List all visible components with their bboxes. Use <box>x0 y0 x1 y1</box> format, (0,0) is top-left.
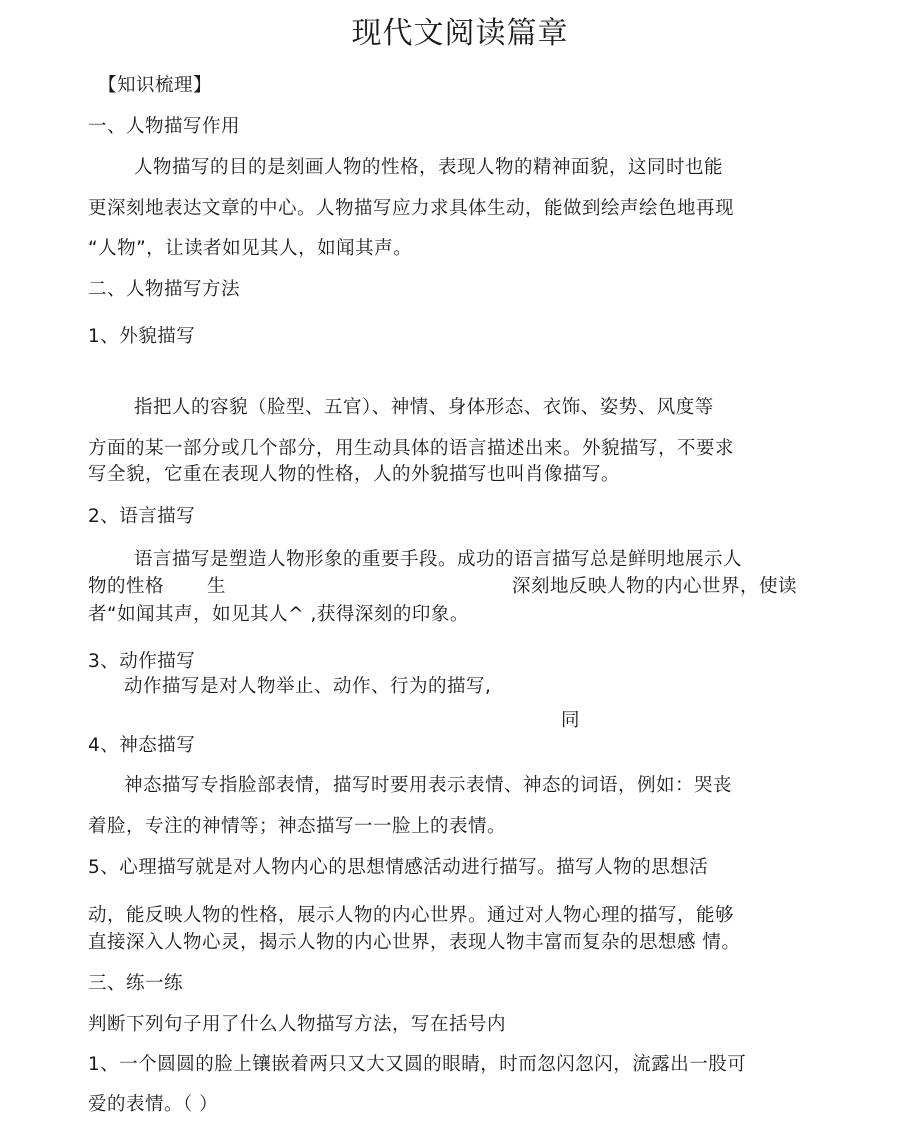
paragraph-line: 着脸，专注的神情等；神态描写一一脸上的表情。 <box>88 816 507 837</box>
paragraph-line: 语言描写是塑造人物形象的重要手段。成功的语言描写总是鲜明地展示人 <box>134 549 743 570</box>
heading-methods: 二、人物描写方法 <box>88 279 241 300</box>
paragraph-line: 动，能反映人物的性格，展示人物的内心世界。通过对人物心理的描写，能够 <box>88 905 735 926</box>
practice-instruction: 判断下列句子用了什么人物描写方法，写在括号内 <box>88 1014 507 1035</box>
practice-question: 爱的表情。（ ） <box>88 1094 219 1115</box>
subheading-action: 3、动作描写 <box>88 651 196 672</box>
subheading-speech: 2、语言描写 <box>88 506 196 527</box>
paragraph-line: “人物”，让读者如见其人，如闻其声。 <box>88 238 413 259</box>
paragraph-line: 神态描写专指脸部表情，描写时要用表示表情、神态的词语，例如：哭丧 <box>124 775 733 796</box>
subheading-appearance: 1、外貌描写 <box>88 326 196 347</box>
paragraph-fragment: 同 <box>561 710 581 731</box>
paragraph-line: 直接深入人物心灵，揭示人物的内心世界，表现人物丰富而复杂的思想感 情。 <box>88 932 741 953</box>
practice-question: 1、一个圆圆的脸上镶嵌着两只又大又圆的眼睛，时而忽闪忽闪，流露出一股可 <box>88 1054 747 1075</box>
paragraph-line: 动作描写是对人物举止、动作、行为的描写, <box>124 676 492 697</box>
paragraph-fragment: 物的性格 <box>88 576 165 597</box>
paragraph-line: 指把人的容貌（脸型、五官）、神情、身体形态、衣饰、姿势、风度等 <box>134 397 714 418</box>
paragraph-fragment: 深刻地反映人物的内心世界，使读 <box>512 576 798 597</box>
paragraph-line: 者“如闻其声，如见其人^ ,获得深刻的印象。 <box>88 604 469 625</box>
subheading-psychology: 5、心理描写就是对人物内心的思想情感活动进行描写。描写人物的思想活 <box>88 857 709 878</box>
paragraph-line: 人物描写的目的是刻画人物的性格，表现人物的精神面貌，这同时也能 <box>134 157 724 178</box>
paragraph-fragment: 生 <box>207 576 227 597</box>
subheading-expression: 4、神态描写 <box>88 735 196 756</box>
paragraph-line: 更深刻地表达文章的中心。人物描写应力求具体生动，能做到绘声绘色地再现 <box>88 198 735 219</box>
page-title: 现代文阅读篇章 <box>351 16 569 51</box>
heading-function: 一、人物描写作用 <box>88 116 241 137</box>
paragraph-line: 写全貌，它重在表现人物的性格，人的外貌描写也叫肖像描写。 <box>88 464 621 485</box>
section-knowledge-heading: 【知识梳理】 <box>98 75 213 96</box>
paragraph-line: 方面的某一部分或几个部分，用生动具体的语言描述出来。外貌描写，不要求 <box>88 438 735 459</box>
heading-practice: 三、练一练 <box>88 973 184 994</box>
